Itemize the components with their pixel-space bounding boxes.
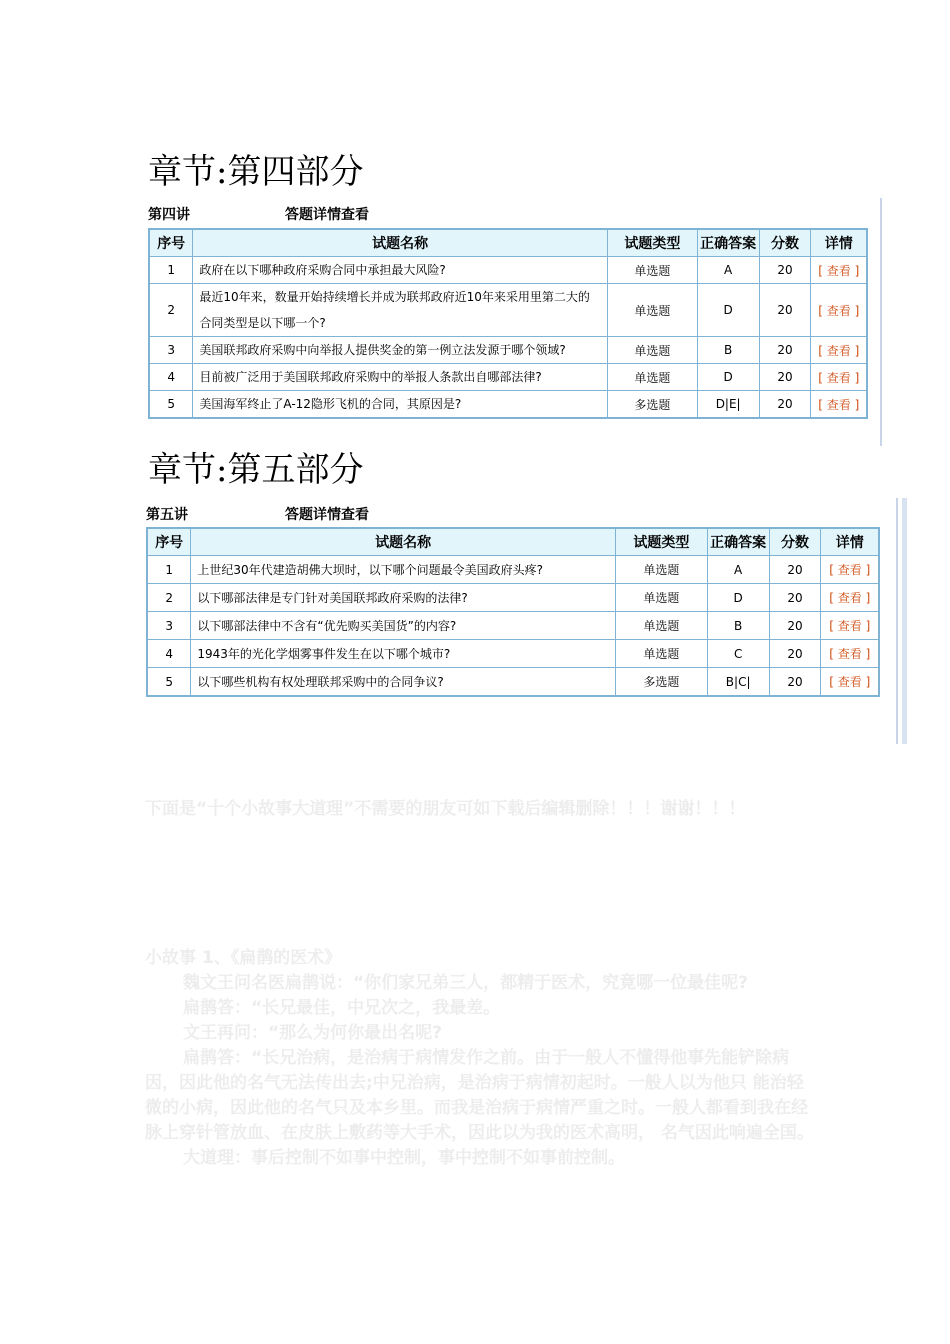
question-type: 单选题 [615,556,707,584]
view-detail-link[interactable]: [ 查看 ] [829,675,871,689]
view-detail-cell [811,284,867,337]
score: 20 [769,640,821,668]
table-row [147,584,879,612]
lecture-label: 第四讲 [148,207,190,223]
view-detail-cell [821,668,879,697]
question-type: 单选题 [607,284,697,337]
question-type: 多选题 [607,391,697,419]
table-header-row [149,229,867,257]
row-no: 5 [149,391,193,419]
question-type: 单选题 [615,584,707,612]
col-header-score: 分数 [769,528,821,556]
story-paragraph: 扁鹊答：“长兄最佳，中兄次之，我最差。 [183,998,501,1018]
view-detail-link[interactable]: [ 查看 ] [818,370,860,385]
question-type: 多选题 [615,668,707,697]
score: 20 [769,584,821,612]
question-type: 单选题 [607,364,697,391]
question-table [146,527,880,697]
score: 20 [769,668,821,697]
score: 20 [759,391,811,419]
question-name: 上世纪30年代建造胡佛大坝时，以下哪个问题最令美国政府头疼? [191,556,616,584]
score: 20 [759,257,811,284]
correct-answer: A [697,257,759,284]
view-detail-cell [811,391,867,419]
question-type: 单选题 [615,640,707,668]
col-header-score: 分数 [759,229,811,257]
table-row [149,257,867,284]
col-header-answer: 正确答案 [707,528,769,556]
question-type: 单选题 [607,257,697,284]
view-detail-link[interactable]: [ 查看 ] [818,263,860,278]
lecture-heading [148,206,369,224]
chapter-title: 章节:第五部分 [148,450,364,490]
col-header-detail: 详情 [811,229,867,257]
score: 20 [759,284,811,337]
row-no: 5 [147,668,191,697]
table-row [149,337,867,364]
story-paragraph: 文王再问：“那么为何你最出名呢? [183,1023,443,1043]
row-no: 4 [149,364,193,391]
correct-answer: D|E| [697,391,759,419]
story-paragraph: 魏文王问名医扁鹊说：“你们家兄弟三人，都精于医术，究竟哪一位最佳呢? [183,973,749,993]
correct-answer: D [707,584,769,612]
chapter-title: 章节:第四部分 [148,152,364,192]
appendix-intro-text: 下面是“十个小故事大道理”不需要的朋友可如下载后编辑删除！！！谢谢！！！ [145,799,746,819]
correct-answer: B|C| [707,668,769,697]
score: 20 [759,337,811,364]
row-no: 2 [149,284,193,337]
correct-answer: D [697,364,759,391]
question-type: 单选题 [607,337,697,364]
table-row [147,668,879,697]
col-header-type: 试题类型 [615,528,707,556]
view-detail-cell [821,612,879,640]
story-title: 小故事 1、《扁鹊的医术》 [145,948,342,968]
correct-answer: A [707,556,769,584]
col-header-type: 试题类型 [607,229,697,257]
view-detail-link[interactable]: [ 查看 ] [829,563,871,577]
story-paragraph: 扁鹊答：“长兄治病，是治病于病情发作之前。由于一般人不懂得他事先能铲除病因，因此他的名气无法传出去;中兄治病，是治病于病情初起时。一般人以为他只 能治轻微的小病，因此他的名气只及本乡里。而我是治病于病情严重之时。一般人都看到我在经脉上穿针管放血、在皮肤上敷药等大手术，因此以为我的医术高明， 名气因此响遍全国。 [145,1048,814,1143]
row-no: 1 [149,257,193,284]
view-detail-link[interactable]: [ 查看 ] [829,647,871,661]
table-row [147,640,879,668]
score: 20 [759,364,811,391]
question-name: 政府在以下哪种政府采购合同中承担最大风险? [193,257,608,284]
table-header-row [147,528,879,556]
row-no: 2 [147,584,191,612]
correct-answer: B [697,337,759,364]
view-detail-cell [811,337,867,364]
table-row [149,391,867,419]
col-header-answer: 正确答案 [697,229,759,257]
question-name: 1943年的光化学烟雾事件发生在以下哪个城市? [191,640,616,668]
lecture-label: 第五讲 [146,507,188,523]
lecture-heading [146,506,369,524]
table-row [147,556,879,584]
question-name: 美国海军终止了A-12隐形飞机的合同，其原因是? [193,391,608,419]
row-no: 3 [149,337,193,364]
score: 20 [769,612,821,640]
row-no: 3 [147,612,191,640]
scrollbar-track[interactable] [902,498,907,744]
correct-answer: D [697,284,759,337]
view-detail-link[interactable]: [ 查看 ] [818,343,860,358]
detail-header: 答题详情查看 [285,507,369,523]
question-type: 单选题 [615,612,707,640]
view-detail-link[interactable]: [ 查看 ] [829,591,871,605]
table-row [149,364,867,391]
col-header-name: 试题名称 [193,229,608,257]
panel-border [896,498,898,744]
row-no: 4 [147,640,191,668]
question-name: 以下哪部法律中不含有“优先购买美国货”的内容? [191,612,616,640]
panel-border [880,198,882,446]
view-detail-cell [821,640,879,668]
col-header-no: 序号 [147,528,191,556]
view-detail-cell [821,584,879,612]
question-table [148,228,868,419]
question-name: 以下哪部法律是专门针对美国联邦政府采购的法律? [191,584,616,612]
view-detail-link[interactable]: [ 查看 ] [829,619,871,633]
correct-answer: C [707,640,769,668]
col-header-no: 序号 [149,229,193,257]
correct-answer: B [707,612,769,640]
detail-header: 答题详情查看 [285,207,369,223]
question-name: 最近10年来，数量开始持续增长并成为联邦政府近10年来采用里第二大的合同类型是以下哪一个? [193,284,608,337]
row-no: 1 [147,556,191,584]
question-name: 以下哪些机构有权处理联邦采购中的合同争议? [191,668,616,697]
view-detail-cell [821,556,879,584]
appendix-intro [145,797,815,822]
view-detail-link[interactable]: [ 查看 ] [818,397,860,412]
view-detail-link[interactable]: [ 查看 ] [818,303,860,318]
score: 20 [769,556,821,584]
view-detail-cell [811,364,867,391]
view-detail-cell [811,257,867,284]
story-moral: 大道理：事后控制不如事中控制，事中控制不如事前控制。 [183,1148,625,1168]
table-row [147,612,879,640]
table-row [149,284,867,337]
col-header-name: 试题名称 [191,528,616,556]
story-block [145,946,815,1171]
question-name: 美国联邦政府采购中向举报人提供奖金的第一例立法发源于哪个领域? [193,337,608,364]
question-name: 目前被广泛用于美国联邦政府采购中的举报人条款出自哪部法律? [193,364,608,391]
col-header-detail: 详情 [821,528,879,556]
